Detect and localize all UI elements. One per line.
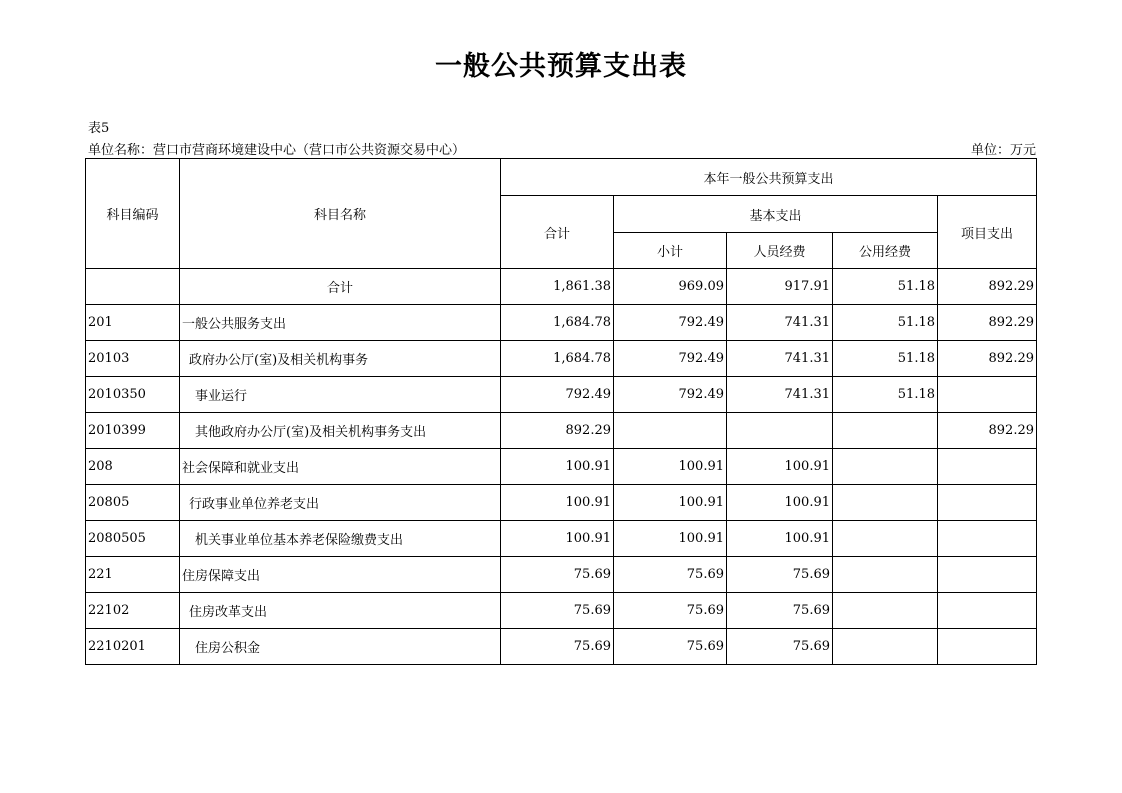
header-basic: 基本支出 [614,196,938,233]
row-public [833,629,938,665]
row-total: 75.69 [501,557,614,593]
row-subtotal: 75.69 [614,557,727,593]
row-project [938,449,1037,485]
row-public: 51.18 [833,341,938,377]
row-personnel: 75.69 [727,557,833,593]
row-personnel: 75.69 [727,629,833,665]
row-code: 2210201 [86,629,180,665]
row-name: 一般公共服务支出 [180,305,501,341]
header-row-1 [86,159,1037,196]
row-name: 住房公积金 [180,629,501,665]
table-row [86,377,1037,413]
row-project [938,377,1037,413]
row-name: 事业运行 [180,377,501,413]
row-personnel [727,413,833,449]
header-subtotal: 小计 [614,233,727,269]
header-name: 科目名称 [180,159,501,269]
total-project: 892.29 [938,269,1037,305]
row-subtotal: 792.49 [614,341,727,377]
row-name: 住房改革支出 [180,593,501,629]
total-label: 合计 [180,269,501,305]
row-code: 20805 [86,485,180,521]
row-subtotal: 100.91 [614,449,727,485]
total-subtotal: 969.09 [614,269,727,305]
row-project: 892.29 [938,341,1037,377]
row-public [833,557,938,593]
header-code: 科目编码 [86,159,180,269]
table-row [86,629,1037,665]
row-public [833,449,938,485]
table-row [86,557,1037,593]
table-row [86,413,1037,449]
row-public [833,413,938,449]
row-project [938,521,1037,557]
row-name: 行政事业单位养老支出 [180,485,501,521]
row-subtotal: 792.49 [614,377,727,413]
unit-name: 单位名称：营口市营商环境建设中心（营口市公共资源交易中心） [88,143,466,158]
row-name: 住房保障支出 [180,557,501,593]
row-project: 892.29 [938,413,1037,449]
row-personnel: 75.69 [727,593,833,629]
row-public [833,521,938,557]
page-title: 一般公共预算支出表 [435,51,687,82]
table-row [86,521,1037,557]
row-project: 892.29 [938,305,1037,341]
row-code: 20103 [86,341,180,377]
row-project [938,629,1037,665]
row-public [833,485,938,521]
table-number: 表5 [88,121,110,136]
header-project: 项目支出 [938,196,1037,269]
row-personnel: 741.31 [727,341,833,377]
total-personnel: 917.91 [727,269,833,305]
row-name: 其他政府办公厅(室)及相关机构事务支出 [180,413,501,449]
row-project [938,557,1037,593]
row-public [833,593,938,629]
row-total: 75.69 [501,629,614,665]
row-total: 1,684.78 [501,305,614,341]
row-total: 100.91 [501,485,614,521]
row-code: 208 [86,449,180,485]
row-total: 100.91 [501,449,614,485]
row-personnel: 100.91 [727,485,833,521]
row-total: 75.69 [501,593,614,629]
budget-table [85,158,1037,665]
row-project [938,593,1037,629]
table-row [86,593,1037,629]
row-total: 792.49 [501,377,614,413]
row-code: 2080505 [86,521,180,557]
row-code: 201 [86,305,180,341]
row-public: 51.18 [833,305,938,341]
table-row [86,449,1037,485]
row-personnel: 741.31 [727,305,833,341]
total-row [86,269,1037,305]
row-total: 1,684.78 [501,341,614,377]
total-public: 51.18 [833,269,938,305]
row-subtotal: 75.69 [614,593,727,629]
total-code-cell [86,269,180,305]
header-personnel: 人员经费 [727,233,833,269]
row-personnel: 100.91 [727,521,833,557]
row-code: 2010350 [86,377,180,413]
row-name: 机关事业单位基本养老保险缴费支出 [180,521,501,557]
row-subtotal: 792.49 [614,305,727,341]
header-total: 合计 [501,196,614,269]
row-name: 社会保障和就业支出 [180,449,501,485]
total-total: 1,861.38 [501,269,614,305]
header-public: 公用经费 [833,233,938,269]
row-code: 221 [86,557,180,593]
row-code: 2010399 [86,413,180,449]
row-subtotal: 100.91 [614,485,727,521]
row-code: 22102 [86,593,180,629]
unit-label: 单位：万元 [970,143,1036,158]
header-group: 本年一般公共预算支出 [501,159,1037,196]
row-total: 100.91 [501,521,614,557]
table-row [86,305,1037,341]
row-personnel: 100.91 [727,449,833,485]
row-personnel: 741.31 [727,377,833,413]
table-row [86,341,1037,377]
row-name: 政府办公厅(室)及相关机构事务 [180,341,501,377]
row-total: 892.29 [501,413,614,449]
row-project [938,485,1037,521]
row-subtotal: 75.69 [614,629,727,665]
row-public: 51.18 [833,377,938,413]
table-row [86,485,1037,521]
row-subtotal: 100.91 [614,521,727,557]
row-subtotal [614,413,727,449]
